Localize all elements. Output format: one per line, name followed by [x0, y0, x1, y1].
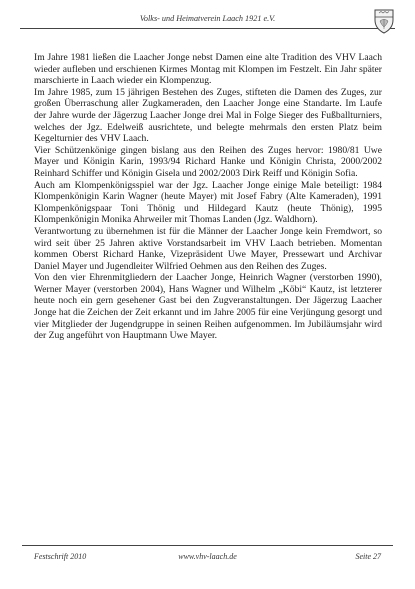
- header-rule: [20, 28, 395, 29]
- footer-website[interactable]: www.vhv-laach.de: [178, 552, 237, 561]
- paragraph: Auch am Klompenkönigsspiel war der Jgz. Laacher Jonge einige Male beteiligt: 1984 Klompenkönigin Karin Wagner (heute Mayer) mit Josef Fabry (Alte Kameraden), 1991 Klompenkönigspaar Toni Thönig und Hildegard Kautz (heute Thönig), 1995 Klompenkönigin Monika Ahrweiler mit Thomas Landen (Jgz. Waldhorn).: [34, 179, 382, 226]
- footer-publication: Festschrift 2010: [34, 552, 87, 561]
- paragraph: Im Jahre 1985, zum 15 jährigen Bestehen des Zuges, stifteten die Damen des Zuges, zur großen Überraschung aller Zugkameraden, den Laacher Jonge eine Standarte. Im Laufe der Jahre wurde der Jägerzug Laacher Jonge drei Mal in Folge Sieger des Fußballturniers, welches der Jgz. Edelweiß ausrichtete, und belegte mehrmals den ersten Platz beim Kegelturnier des VHV Laach.: [34, 86, 382, 145]
- paragraph: Verantwortung zu übernehmen ist für die Männer der Laacher Jonge kein Fremdwort, so wird seit über 25 Jahren aktive Vorstandsarbeit im VHV Laach betrieben. Momentan kommen Oberst Richard Hanke, Vizepräsident Uwe Mayer, Pressewart und Archivar Daniel Mayer und Jugendleiter Wilfried Oehmen aus den Reihen des Zuges.: [34, 225, 382, 272]
- paragraph: Von den vier Ehrenmitgliedern der Laacher Jonge, Heinrich Wagner (verstorben 1990), Werner Mayer (verstorben 2004), Hans Wagner und Wilhelm „Köbi“ Kautz, ist letzterer heute noch ein gern gesehener Gast bei den Zugveranstaltungen. Der Jägerzug Laacher Jonge hat die Zeichen der Zeit erkannt und im Jahre 2005 für eine Verjüngung gesorgt und vier Mitglieder der Jugendgruppe in seinen Reihen aufgenommen. Im Jubiläumsjahr wird der Zug angeführt von Hauptmann Uwe Mayer.: [34, 272, 382, 342]
- paragraph: Im Jahre 1981 ließen die Laacher Jonge nebst Damen eine alte Tradition des VHV Laach wieder aufleben und erschienen Kirmes Montag mit Klompen im Festzelt. Ein Jahr später marschierte in Laach wieder ein Klompenzug.: [34, 52, 382, 87]
- paragraph: Vier Schützenkönige gingen bislang aus den Reihen des Zuges hervor: 1980/81 Uwe Mayer und Königin Karin, 1993/94 Richard Hanke und Königin Christa, 2000/2002 Reinhard Schiffer und Königin Gisela und 2002/2003 Dirk Reiff und Königin Sofia.: [34, 144, 382, 179]
- footer-rule: [22, 545, 393, 546]
- coat-of-arms-icon: [373, 8, 395, 34]
- page-header: [20, 10, 395, 38]
- footer-page-number: Seite 27: [355, 552, 381, 561]
- article-body: [34, 52, 382, 342]
- page-footer: [22, 545, 393, 575]
- header-title: Volks- und Heimatverein Laach 1921 e.V.: [139, 14, 276, 23]
